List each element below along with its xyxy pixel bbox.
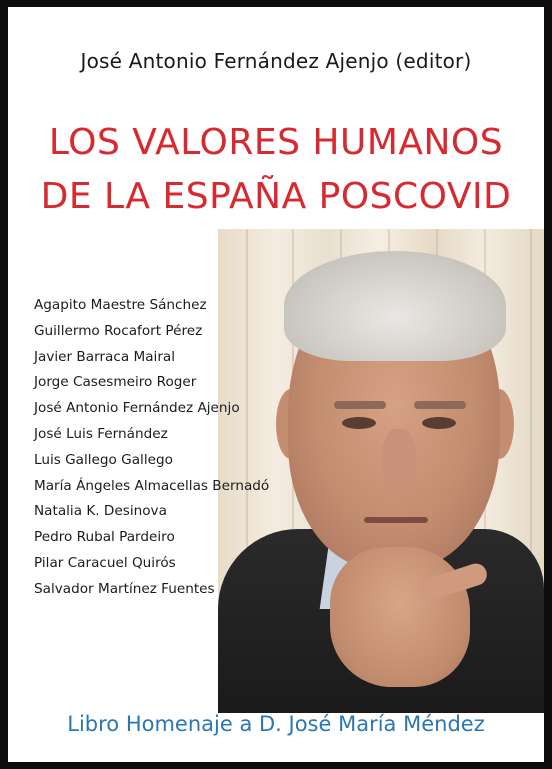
portrait-mouth: [364, 517, 428, 523]
portrait-eye: [422, 417, 456, 429]
author-name: José Luis Fernández: [34, 425, 168, 442]
portrait-nose: [382, 429, 416, 495]
author-name: Guillermo Rocafort Pérez: [34, 322, 203, 339]
portrait-brow: [334, 401, 386, 409]
book-cover: [8, 7, 544, 762]
author-name: Salvador Martínez Fuentes: [34, 580, 215, 597]
title-line-2: DE LA ESPAÑA POSCOVID: [40, 176, 512, 217]
author-name: Jorge Casesmeiro Roger: [34, 374, 197, 391]
author-name: José Antonio Fernández Ajenjo: [34, 400, 240, 417]
author-name: María Ángeles Almacellas Bernadó: [34, 477, 270, 494]
portrait-brow: [414, 401, 466, 409]
portrait-hair: [284, 251, 506, 361]
author-list: [34, 293, 294, 603]
author-name: Pedro Rubal Pardeiro: [34, 529, 175, 546]
author-name: Agapito Maestre Sánchez: [34, 297, 207, 313]
author-name: Pilar Caracuel Quirós: [34, 554, 176, 571]
title-line-1: LOS VALORES HUMANOS: [48, 122, 504, 163]
portrait-eye: [342, 417, 376, 429]
editor-line: José Antonio Fernández Ajenjo (editor): [80, 49, 472, 73]
author-name: Javier Barraca Mairal: [34, 348, 176, 365]
author-name: Luis Gallego Gallego: [34, 451, 173, 468]
portrait-hand: [330, 547, 470, 687]
author-name: Natalia K. Desinova: [34, 503, 167, 520]
subtitle: Libro Homenaje a D. José María Méndez: [67, 712, 485, 736]
